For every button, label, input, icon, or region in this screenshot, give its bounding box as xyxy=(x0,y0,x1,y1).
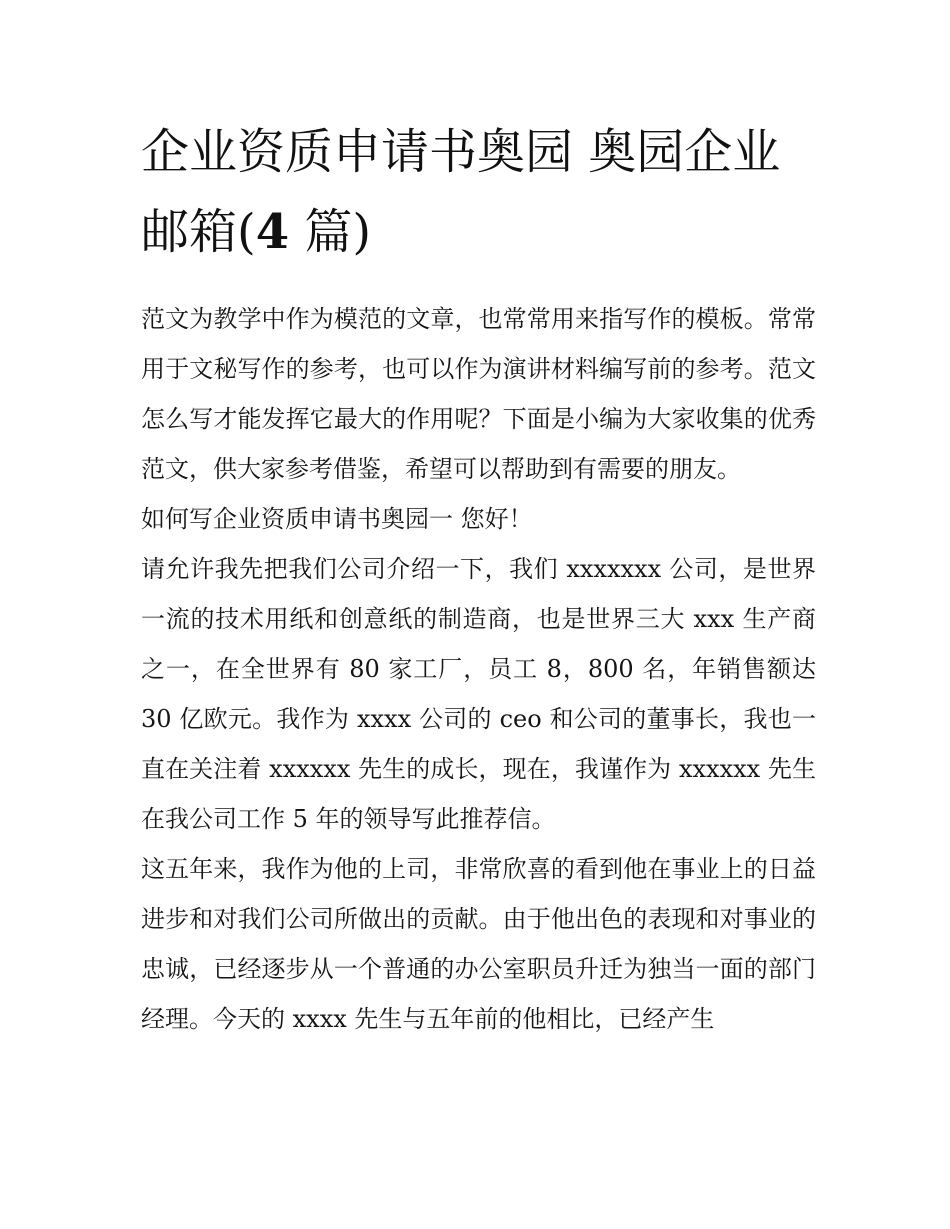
company-paragraph: 请允许我先把我们公司介绍一下，我们 xxxxxxx 公司，是世界一流的技术用纸和创意纸的制造商，也是世界三大 xxx 生产商之一，在全世界有 80 家工厂，员工 8，800 名，年销售额达 30 亿欧元。我作为 xxxx 公司的 ceo 和公司的董事长，我也一直在关注着 xxxxxx 先生的成长，现在，我谨作为 xxxxxx 先生在我公司工作 5 年的领导写此推荐信。 xyxy=(141,555,816,833)
title-text: 企业资质申请书奥园 奥园企业邮箱( xyxy=(141,124,781,260)
title-count: 4 xyxy=(255,204,290,260)
recommendation-paragraph: 这五年来，我作为他的上司，非常欣喜的看到他在事业上的日益进步和对我们公司所做出的贡献。由于他出色的表现和对事业的忠诚，已经逐步从一个普通的办公室职员升迁为独当一面的部门经理。今天的 xxxx 先生与五年前的他相比，已经产生 xyxy=(141,855,816,1033)
title-suffix: 篇) xyxy=(289,204,372,260)
greeting-paragraph: 如何写企业资质申请书奥园一 您好！ xyxy=(141,505,533,533)
document-title xyxy=(141,112,816,272)
intro-paragraph: 范文为教学中作为模范的文章，也常常用来指写作的模板。常常用于文秘写作的参考，也可以作为演讲材料编写前的参考。范文怎么写才能发挥它最大的作用呢？下面是小编为大家收集的优秀范文，供大家参考借鉴，希望可以帮助到有需要的朋友。 xyxy=(141,305,816,483)
document-body xyxy=(141,112,816,1044)
